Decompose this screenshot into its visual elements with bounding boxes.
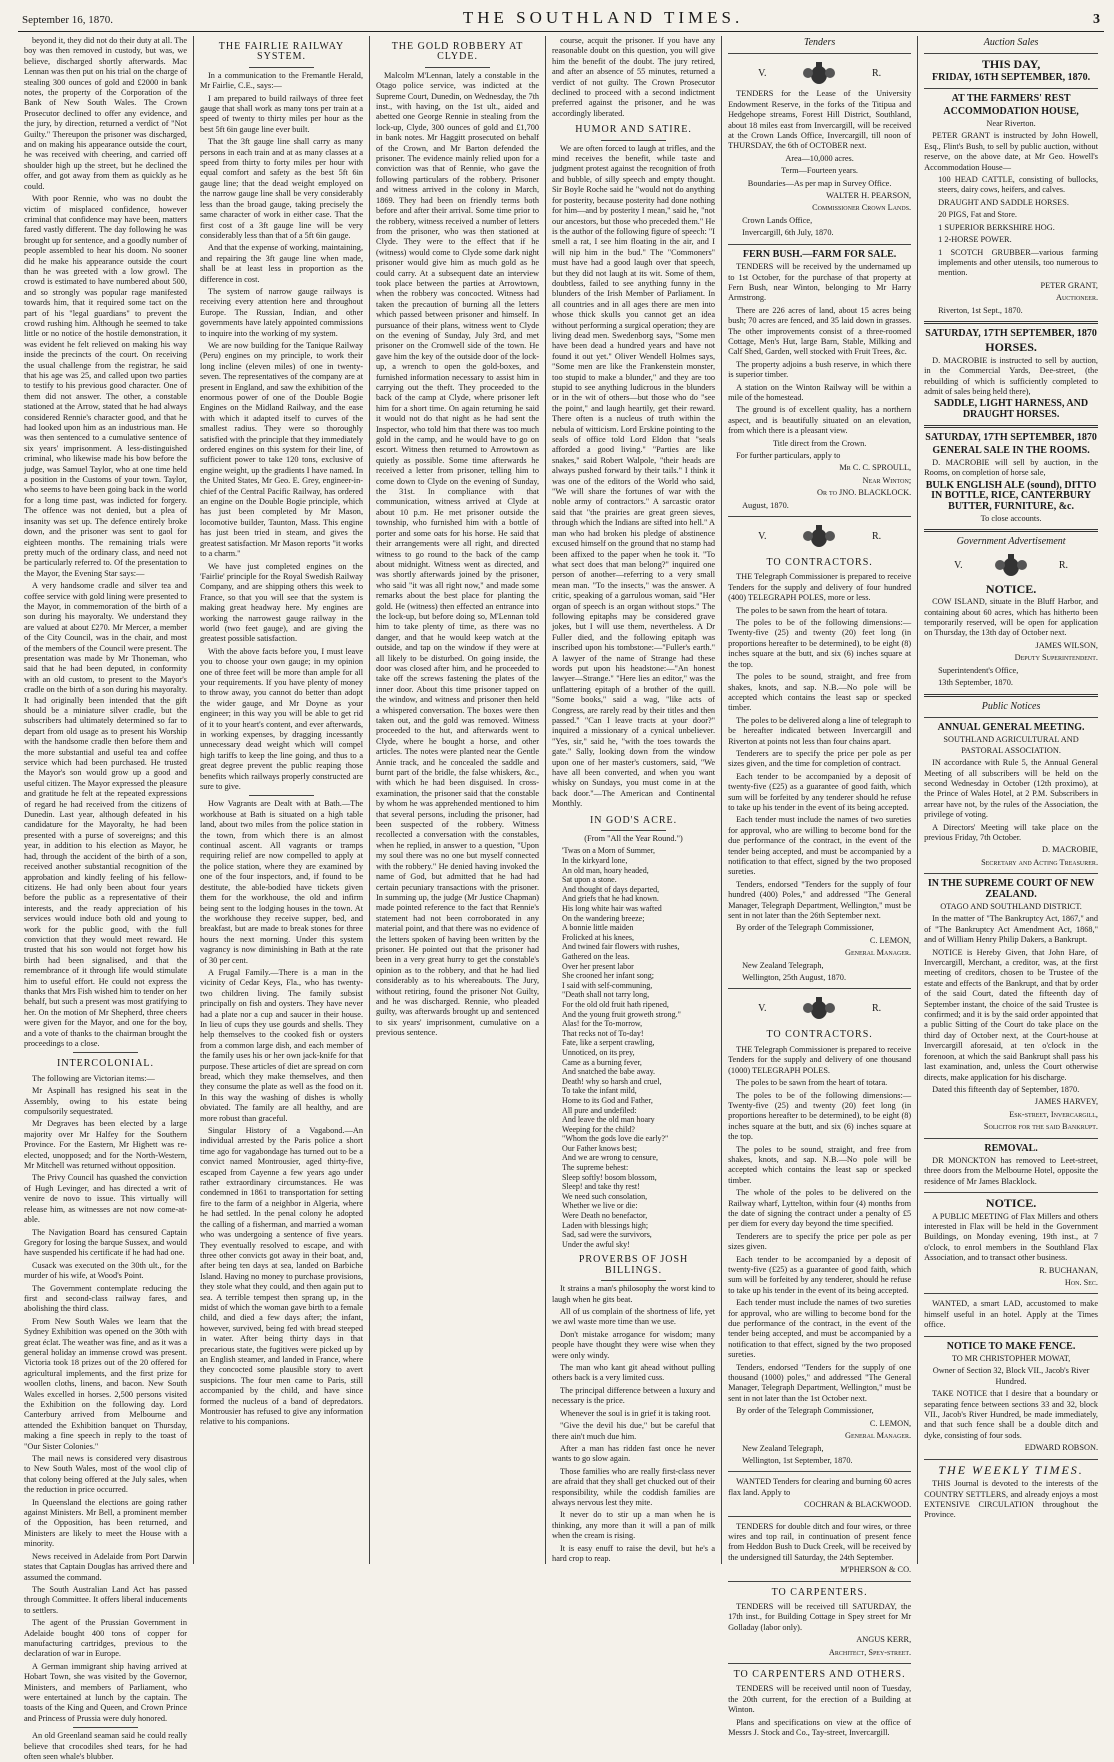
poem-line: In the kirkyard lone, [562,856,628,866]
ad-signature: General Manager. [844,948,912,958]
ad-signature: General Manager. [844,1431,912,1441]
ad-heading: NOTICE. [985,581,1037,596]
divider [728,988,911,989]
ad-text: The whole of the poles to be delivered on the Railway wharf, Lyttelton, within four (4) months from the date of signing the contract under a penalty of £5 per diem for every day beyond the time specified. [728,1188,912,1229]
divider [728,1663,911,1664]
divider [73,1052,138,1053]
article-text: From New South Wales we learn that the Sydney Exhibition was opened on the 30th with great éclat. The weather was fine, and as it was a general holiday an immense crowd was present. Victoria took 18 prizes out of the 20 offered for agricultural implements, and the first prize for woollen cloths, linens, and bacon. New South Wales excelled in horses. 2,500 persons visited the Exhibition on the following day. Lord Canterbury arrived from Melbourne and attended the Exhibition banquet on Thursday, making a fine speech in reply to the toast of "Our Sister Colonies." [24,1316,188,1451]
article-text: In a communication to the Fremantle Herald, Mr Fairlie, C.E., says:— [200,70,364,91]
poem-line: The supreme behest: [562,1163,629,1173]
divider [73,1727,138,1728]
poem-line: And twined fair flowers with rushes, [562,942,680,952]
ad-text: Invercargill, 6th July, 1870. [742,228,834,238]
article-text: The Navigation Board has censured Captain Gregory for losing the barque Sussex, and would have suspended his certificate if he had had one. [24,1227,188,1258]
divider [728,244,911,245]
article-text: A German immigrant ship having arrived at Hobart Town, she was visited by the Governor, Ministers, and members of Parliament, who were entertained at lunch by the captain. The toasts of the King and Queen, and Crown Prince and Princess of Prussia were duly honored. [24,1661,188,1723]
divider [728,1581,911,1582]
ad-heading: THE WEEKLY TIMES. [938,1462,1084,1477]
article-text: The following are Victorian items:— [32,1073,155,1083]
section-heading: Auction Sales [983,37,1039,48]
article-text: beyond it, they did not do their duty at all. The boy was then removed in custody, but was, we believe, discharged shortly afterwards. Mac Lennan was then put on his trial on the charge of stealing 300 ounces of gold and £2000 in bank notes, the property of the Corporation of the Bank of New South Wales. The Crown Prosecutor declined to offer any evidence, and the jury, by direction, returned a verdict of "Not Guilty." Thereupon the prisoner was discharged, and on making his appearance outside the court, he was received with cheering, and carried off shoulder high up the street, but he declined the offer, and got away from them as quickly as he could. [24,36,188,191]
divider [924,321,1098,324]
ad-text: A PUBLIC MEETING of Flax Millers and others interested in Flax will be held in the Government Buildings, on Monday evening, 19th inst., at 7 o'clock, to enrol members in the Southland Flax Association, and to transact other business. [924,1211,1099,1263]
royal-crest [728,522,911,552]
article-text: A Frugal Family.—There is a man in the vicinity of Cedar Keys, Fla., who has twenty-two children living. The family subsist principally on fish and oysters. They have never had a plate nor a cup and saucer in their house. In lieu of cups they use gourds and shells. They help themselves to the cooked fish or oysters from a common large dish, and each member of the family uses his or her own jack-knife for that purpose. These articles of diet are spread on corn bread, which they make themselves, and then they consume the plate as well as the food on it. In this way the washing of dishes is wholly obviated. The family are all healthy, and are more robust than graceful. [200,967,364,1123]
poem-line: On the wandering breeze; [562,913,645,923]
ad-text: TENDERS will be received until noon of Tuesday, the 20th current, for the erection of a Building at Winton. [728,1684,912,1715]
ad-text: The poles to be of the following dimensions:—Twenty-five (25) and twenty (20) feet long (in proportions hereafter to be determined), to be eight (8) inches square at the butt, and six (6) inches square at the top. [728,618,912,669]
ad-signature: ANGUS KERR, [856,1635,912,1645]
ad-text: TENDERS will be received till SATURDAY, the 17th inst., for Building Cottage in Spey street for Mr Golladay (labor only). [728,1601,912,1632]
ad-text: Near Riverton. [986,119,1036,129]
coat-of-arms-icon [799,524,839,550]
ad-signature: JAMES WILSON, [1035,640,1099,650]
ad-signature: Solicitor for the said Bankrupt. [983,1122,1099,1132]
divider [249,67,314,68]
crest-letter: R. [871,68,882,80]
ad-text: For further particulars, apply to [736,451,841,460]
divider [924,1192,1098,1193]
poem-line: And griefs that he had known. [562,894,659,904]
ad-text: August, 1870. [742,500,789,510]
divider [924,717,1098,718]
ad-heading: FRIDAY, 16TH SEPTEMBER, 1870. [931,71,1091,83]
article-text: It strains a man's philosophy the worst kind to laugh when he gits beat. [552,1284,716,1304]
ad-signature: Or to JNO. BLACKLOCK. [816,488,912,498]
ad-signature: Secretary and Acting Treasurer. [981,857,1099,867]
ad-text: THE Telegraph Commissioner is prepared to receive Tenders for the supply and delivery of one thousand (1000) TELEGRAPH POLES. [728,1044,912,1075]
article-text: Mr Aspinall has resigned his seat in the Assembly, owing to his estate being compulsorily sequestrated. [24,1086,188,1117]
ad-signature: COCHRAN & BLACKWOOD. [803,1500,912,1510]
ad-signature: Esk-street, Invercargill, [1009,1109,1099,1119]
section-heading: HUMOR AND SATIRE. [575,124,692,136]
poem-line: Unnoticed, on its prey, [562,1047,635,1057]
ad-text: TENDERS for double ditch and four wires, or three wires and top rail, in continuation of present fence from Heddon Bush to Duck Creek, will be received by the undersigned till Saturday, the 24th September. [728,1521,912,1562]
ad-signature: C. LEMON, [869,935,912,945]
divider [924,873,1098,874]
crest-letter: V. [954,559,963,571]
poem-line: Laden with blessings high; [562,1220,649,1230]
article-text: Don't mistake arrogance for wisdom; many people have thought they were wise when they were only windy. [552,1329,716,1360]
article-text: How Vagrants are Dealt with at Bath.—The workhouse at Bath is situated on a high table land, about two miles from the police station in the town, from which there is an almost continual ascent. All vagrants or tramps requiring relief are now compelled to apply at the police station, where they are examined by one of the four inspectors, and, if found to be destitute, the able-bodied have tickets given them for the workhouse, the old and infirm being sent to the lodging houses in the town. At the workhouse they receive supper, bed, and breakfast, but are made to break stones for three hours the next morning. Under this system vagrancy is now diminishing in Bath at the rate of 30 per cent. [200,799,364,965]
divider [425,67,490,68]
crest-letter: V. [758,68,767,80]
ad-text: By order of the Telegraph Commissioner, [736,1406,874,1416]
ad-signature: Hon. Sec. [1064,1278,1099,1287]
ad-text: COW ISLAND, situate in the Bluff Harbor, and containing about 60 acres, which has hitherto been temporarily reserved, will be open for application on Thursday, the 13th day of October next. [924,597,1099,638]
ad-signature: Architect, Spey-street. [828,1647,912,1657]
article-text: Cusack was executed on the 30th ult., for the murder of his wife, at Wood's Point. [24,1260,188,1281]
divider [728,1516,911,1517]
issue-date: September 16, 1870. [22,14,114,26]
ad-text: Each tender must include the names of two sureties for approval, who are willing to become bond for the due performance of the contract, in the event of the tender being accepted, and must be accompanied by a notification to that effect, signed by the two proposed sureties. [728,815,912,877]
crest-letter: R. [871,1003,882,1015]
poem-line: And thought of days departed, [562,884,660,894]
poem-line: "Death shall not tarry long, [562,990,650,1000]
royal-crest [728,59,911,89]
divider [924,1336,1098,1337]
article-text: That the 3ft gauge line shall carry as many persons in each train and at as many classes at a speed from thirty to forty miles per hour with equal comfort and safety as the best 5ft 6in gauge line; that the dead weight employed on the narrow gauge line shall be very considerably less than the broad gauge, taking precisely the same character of work in either case. That the first cost of a 3ft gauge line will be very considerably less than that of a 5ft 6in gauge. [200,137,364,240]
ad-heading: IN THE SUPREME COURT OF NEW ZEALAND. [927,878,1095,900]
ad-heading: REMOVAL. [984,1142,1038,1154]
divider [924,529,1098,532]
auction-item: DRAUGHT AND SADDLE HORSES. [938,197,1069,207]
poem-source: (From "All the Year Round.") [584,834,683,844]
article-text: And that the expense of working, maintaining, and repairing the 3ft gauge line when made, shall be at least less in proportion as the difference in cost. [200,243,364,284]
ad-heading: NOTICE. [985,1196,1037,1211]
divider [728,53,911,54]
divider [601,140,666,141]
coat-of-arms-icon [799,61,839,87]
ad-heading: HORSES. [985,340,1037,355]
ad-text: Each tender to be accompanied by a deposit of twenty-five (£25) as a guarantee of good faith, which sum will be forfeited by any tenderer should he refuse to take up his tender in the event of its being accepted. [728,771,912,812]
auction-item: 100 HEAD CATTLE, consisting of bullocks, steers, dairy cows, heifers, and calves. [938,175,1099,195]
ad-text: D. MACROBIE will sell by auction, in the Rooms, on completion of horse sale, [924,458,1099,478]
ad-signature: EDWARD ROBSON. [1024,1443,1099,1453]
ad-text: New Zealand Telegraph, [742,1443,824,1453]
ad-text: The poles to be sound, straight, and free from shakes, knots, and sap. N.B.—No pole will be accepted which contains the least sap or specked timber. [728,672,912,713]
poem-line: And the young fruit groweth strong." [562,1009,681,1019]
article-text: Those families who are really first-class never are afraid that they shall get chucked out of their responsibility, while the coddish families are always nervous lest they mite. [552,1466,716,1507]
ad-text: WANTED Tenders for clearing and burning 60 acres flax land. Apply to [728,1477,912,1497]
ad-text: Wellington, 25th August, 1870. [742,973,847,983]
ad-text: New Zealand Telegraph, [742,960,824,970]
ad-text: Tenders, endorsed "Tenders for the supply of one thousand (1000) poles," and addressed "The General Manager, Telegraph Department, Wellington," must be sent in not later than the 1st October next. [728,1362,912,1403]
article-text: We are often forced to laugh at trifles, and the mind receives the benefit, while taste and judgment protest against the recognition of froth and bubble, of silly speech and empty thought. Sir Boyle Roche said he "would not do anything for posterity, because posterity had done nothing for him—and by posterity I mean," said he, "not our ancestors, but those who preceded them." He is the author of the following figure of speech: "I smell a rat, I see him floating in the air, and I will nip him in the bud." The "Commoners" must have had a good laugh over that speech, but they did not laugh at its wit. Some of them, doubtless, failed to see anything funny in the blunders of the Irish Member of Parliament. In all countries and in all ages there are men into whose thick skulls you cannot get an idea without performing a surgical operation; they are living dead men. Swedenborg says, "Some men have been dead a hundred years and have not found it out yet." Oliver Wendell Holmes says, "Some men are like the Frankenstein monster, too stupid to make a blunder," and they are too stupid to see anything ludicrous in the blunders or in the wit of others—but those who do "see the point," and laugh heartily, get their reward. There often is a nucleus of truth within the nebula of witticism. Lord Erskine pointing to the seals of office told Lord Eldon that "seals afforded a good living." "Parties are like snakes," said Robert Walpole, "their heads are always pushed forward by their tails." I think it was one of the editors of the World who said, "We will share the fortunes of war with the noble army of contractors." A sarcastic orator said that "the prairies are great green sieves, through which the Indians are sifted into hell." A man who had broken his pledge of abstinence excused himself on the ground that no stamp had been affixed to the paper when he took it. "To what sect does that man belong?" inquired one person of another—referring to a very small mean man. "To the insects," was the answer. A critic, speaking of a garrulous woman, said "Her organ of speech is an organ without stops." The following epitaphs may be considered grave jokes, but I will use them, nevertheless. A Dr Fuller died, and the following epitaph was inscribed upon his tombstone:—"Fuller's earth." A lawyer of the name of Strange had these words put upon his headstone:—"An honest lawyer—Strange." "Here lies an editor," was the unflattering epitaph of a brother of the quill. "Some books," said a wag, "like acts of Congress, are rarely read by their titles and then passed." "Can I leave tracts at your door?" inquired a missionary of a cynical unbeliever. "Yes, sir," said he, "with the toes towards the gate." Sally, looking down from the window upon one of her master's customers, said, "We have all been converted, and when you want whisky on Sundays, you must come in at the back door."—The American and Continental Monthly. [552,143,716,809]
column-1 [18,36,194,1761]
article-text: The Privy Council has quashed the conviction of Hugh Levinger, and has directed a writ of venire de novo to issue. This virtually will release him, as witnesses are not now come-at-able. [24,1173,188,1225]
article-text: It is easy enuff to raise the devil, but he's a hard crop to reap. [552,1543,716,1563]
ad-signature: Commissioner Crown Lands. [812,203,912,213]
crest-letter: R. [1058,559,1068,571]
ad-signature: M'PHERSON & CO. [840,1565,912,1575]
article-text: The Government contemplate reducing the first and second-class railway fares, and abolishing the third class. [24,1283,188,1314]
ad-heading: SADDLE, LIGHT HARNESS, AND DRAUGHT HORSES. [934,398,1089,420]
divider [924,53,1098,54]
ad-signature: R. BUCHANAN, [1039,1265,1099,1275]
ad-signature: Near Winton; [862,475,912,485]
ad-signature: Auctioneer. [1055,293,1099,303]
ad-heading: FERN BUSH.—FARM FOR SALE. [742,248,897,260]
ad-text: Term—Fourteen years. [781,166,859,176]
poem-line: Sleep softly! bosom blossom, [562,1172,657,1182]
article-text: An old Greenland seaman said he could really believe that crocodiles shed tears, for he had often seen whale's blubber. [24,1731,188,1761]
ad-text: TAKE NOTICE that I desire that a boundary or separating fence between sections 33 and 32, block VII., Jacob's River Hundred, be made immediately, and that such fence shall be a double ditch and dyke, consisting of four sods. [924,1389,1099,1440]
poem-line: Weeping for the child? [562,1124,635,1134]
poem-line: Under the awful sky! [562,1239,630,1249]
ad-text: D. MACROBIE is instructed to sell by auction, in the Commercial Yards, Dee-street, (the rebuilding of which is sufficiently completed to admit of sales being held there), [924,355,1099,396]
article-text: We have just completed engines on the 'Fairlie' principle for the Royal Swedish Railway Company, and are shipping others this week to France, so that you will see that the system is making great headway here. My engines are working the narrowest gauge railway in the world (two feet gauge), and are giving the greatest possible satisfaction. [200,561,364,644]
ad-text: OTAGO AND SOUTHLAND DISTRICT. [940,902,1082,911]
ad-signature: Deputy Superintendent. [1014,653,1099,663]
article-text: With poor Rennie, who was no doubt the victim of misplaced confidence, however criminal that confidence may have been, matters fared vastly different. The day following he was brought up for sentence, and a goodly number of people assembled to hear his doom. No sooner did he make his appearance outside the court than he was greeted with a low growl. The crowd is estimated to have numbered about 500, and so strongly was popular rage manifested towards him, that it required some tact on the part of his "legal guardians" to prevent the crowd rushing him. Although he seemed to take little or no notice of the hostile demonstration, it was evident he felt relieved on making his way inside the precincts of the court. On receiving the usual challenge from the registrar, he said that his age was 25, and called upon two parties to testify to his previous good character. One of them did not answer. The other, a constable stationed at the Arrow, stated that he had always considered Rennie's character good, and that he had looked upon him as an industrious man. He was then sentenced to a cumulative sentence of six years' imprisonment. A less-distinguished criminal, who likewise made his bow before the judge, was Samuel Taylor, who at one time held a position in the Customs of your town. Taylor, who seems to have been going back in the world for a long time past, was indicted for forgery. The offence was not denied, but a plea of insanity was set up. The defence entirely broke down, and the prisoner was sent to gaol for eighteen months. The remaining trials were pretty much of the ordinary class, and need not be particularly referred to. Of the presentation to the Mayor, the Evening Star says:— [24,194,188,578]
divider [249,795,314,796]
poem-line: That recks not of To-day! [562,1028,644,1038]
article-text: "Give the devil his due," but be careful that there ain't much due him. [552,1421,716,1441]
ad-text: The poles to be delivered along a line of telegraph to be hereafter indicated between Invercargill and Riverton at points not less than four chains apart. [728,715,912,746]
ad-text: TENDERS will be received by the undernamed up to 1st October, for the purchase of that property at Fern Bush, near Winton, belonging to Mr Harry Armstrong. [728,262,912,303]
section-heading: PROVERBS OF JOSH BILLINGS. [578,1254,689,1276]
auction-item: 1 SCOTCH GRUBBER—various farming implements and other utensils, too numerous to mention. [938,247,1099,278]
ad-text: Tenderers are to specify the price per pole as per sizes given. [728,1231,912,1252]
poem-line: Were Death no benefactor, [562,1211,648,1221]
ad-heading: ANNUAL GENERAL MEETING. [937,721,1085,733]
divider [924,694,1098,697]
article-text: course, acquit the prisoner. If you have any reasonable doubt on this question, you will give him the benefit of the doubt. The jury retired, and after an absence of 55 minutes, returned a verdict of not guilty. The Crown Prosecutor declined to proceed with a second indictment preferred against the prisoner, and he was accordingly liberated. [552,36,716,118]
poem-line: And snatched the babe away. [562,1067,656,1077]
ad-heading: GENERAL SALE IN THE ROOMS. [932,444,1090,456]
ad-text: Area—10,000 acres. [785,153,854,163]
poem-line: Our Father knows best; [562,1143,637,1153]
auction-item: 1 SUPERIOR BERKSHIRE HOG. [938,222,1055,232]
columns [18,36,1104,1761]
ad-signature: JAMES HARVEY, [1034,1097,1099,1107]
poem-line: She crooned her infant song; [562,971,655,981]
poem-line: An old man, hoary headed, [562,865,649,875]
ad-text: Tenders, endorsed "Tenders for the supply of four hundred (400) Poles," and addressed "The General Manager, Telegraph Department, Wellington," must be sent in not later than the 26th September next. [728,879,912,921]
ad-heading: NOTICE TO MAKE FENCE. [946,1340,1076,1352]
article-text: We are now building for the Tanique Railway (Peru) engines on my principle, to work their long incline (eleven miles) of one in twenty-seven. The representatives of the company are at present in England, and saw the exhibition of the enormous power of one of the Double Bogie Engines on the Midland Railway, and the ease with which it adapted itself to curves of the smallest radius. They were so thoroughly satisfied with the principle that they immediately ordered engines on this system for their line, of sufficient power to take 120 tons, exclusive of engine weight, up the gradients I have named. In the United States, Mr Geo. E. Grey, engineer-in-chief of the Central Pacific Railway, has ordered an engine on the Double Bogie principle, which has just been completed by Mr Mason, locomotive builder, Taunton, Mass. This engine has just been tried in steam, and gives the greatest satisfaction. Mr Mason reports "it works to a charm." [200,340,364,559]
column-4 [546,36,722,1564]
poem-line: 'Twas on a Morn of Summer, [562,846,656,856]
ad-text: TENDERS for the Lease of the University Endowment Reserve, in the forks of the Titipua and Hedgehope streams, Forest Hill District, Southland, about 18 miles east from Invercargill, will be received at the Crown Lands Office, Invercargill, till noon of THURSDAY, the 6th of OCTOBER next. [728,89,912,151]
poem-line: All pure and undefiled: [562,1105,637,1115]
poem-line: Over her present labor [562,961,634,971]
article-text: News received in Adelaide from Port Darwin states that Captain Douglas has arrived there and assumed the command. [24,1551,188,1582]
article-text: The agent of the Prussian Government in Adelaide bought 400 tons of copper for manufacturing cartridges, previous to the declaration of war in Europe. [24,1618,188,1659]
column-5 [722,36,918,1738]
ad-text: NOTICE is Hereby Given, that John Hare, of Invercargill, Merchant, a creditor, was, at the first meeting of creditors, chosen to be Trustee of the estate and effects of the Bankrupt, and that by order of the said Court, dated the fifteenth day of September instant, the choice of the said Trustee is confirmed; and it is by the said order appointed that a public Sitting of the Court do take place on the third day of October next, at the Court-house at Invercargill aforesaid, at ten o'clock in the forenoon, at which the said Bankrupt shall pass his last examination, and, unless the Court otherwise directs, make application for his discharge. [924,947,1099,1082]
ad-heading: BULK ENGLISH ALE (sound), DITTO IN BOTTLE, RICE, CANTERBURY BUTTER, FURNITURE, &c. [925,479,1097,512]
masthead [18,6,1104,32]
ad-signature: D. MACROBIE, [1042,845,1099,855]
divider [601,830,666,831]
divider [924,1293,1098,1294]
ad-text: Crown Lands Office, [742,215,813,225]
ad-text: In the matter of "The Bankruptcy Act, 1867," and of "The Bankruptcy Act Amendment Act, 1868," and of William Henry Philip Dakers, a Bankrupt. [924,914,1099,945]
ad-text: The property adjoins a bush reserve, in which there is superior timber. [728,359,912,380]
poem-line: Frolicked at his knees, [562,932,635,942]
newspaper-title: THE SOUTHLAND TIMES. [462,8,744,27]
section-heading: INTERCOLONIAL. [56,1058,155,1070]
article-text: Malcolm M'Lennan, lately a constable in the Otago police service, was indicted at the Supreme Court, Dunedin, on Wednesday, the 7th inst., with having, on the 1st ult., aided and abetted one George Rennie in stealing from the lock-up, Clyde, 300 ounces of gold and £1,700 in bank notes. Mr Haggitt prosecuted on behalf of the Crown, and Mr Barton defended the prisoner. The evidence mainly relied upon for a conviction was that of Rennie, who gave the following particulars of the robbery. Prisoner and witness arrived in the colony in March, 1869. They had been on friendly terms both before and after their arrival. Some time prior to the robbery, witness received a number of letters from the prisoner, who was then stationed at Clyde. They were to the effect that if he (witness) would come to Clyde some dark night prisoner would give him as much gold as he could carry. At a subsequent date an interview took place between the parties at Arrowtown, when the robbery was concocted. Witness had taken the precaution of burning all the letters which passed between prisoner and himself. In pursuance of their plans, witness went to Clyde on the evening of Sunday, July 3rd, and met prisoner on the Cromwell side of the town. He gave him the key of the outside door of the lock-up, a wrench to open the gold-boxes, and furnished information necessary to assist him in carrying out the theft. They proceeded to the back of the camp at Clyde, where prisoner left him for a short time. On again returning he said it would not do that night as he had sent the Inspector, who told him that there was too much gold in the camp, and he would have to go on escort. Witness then returned to Arrowtown as quietly as possible. Some time afterwards he received a letter from prisoner, telling him to come down to Clyde on the evening of Sunday, the 31st. In compliance with that communication, witness arrived at Clyde at about 10 p.m. He met prisoner outside the township, who furnished him with a bottle of porter and some oats for his horse. He said that their arrangements were all right, and directed witness to go round to the back of the camp about midnight. Witness went as directed, and was shortly afterwards joined by the prisoner, who said "it was all right now," and made some remarks about the best place for planting the gold. He (witness) then effected an entrance into the lock-up, but before doing so, M'Lennan told him to take plenty of time, as there was no danger, and that he would keep watch at the outside, and tap on the window if they were at all likely to be disturbed. On going inside, the door was closed after him, and he proceeded to take off the screws fastening the plates of the inner door. About this time prisoner tapped on the window, and witness and prisoner then held a whispered conversation. The boxes were then taken out, and the gold was removed. Witness proceeded to the hut, and afterwards went to Clyde, where he bought a horse, and other articles. The notes were planted near the Gentle Annie track, and he concealed the saddle and burnt part of the bridle, the false whiskers, &c., with which he had been disguised. In cross-examination, the prisoner said that the constable by whom he was apprehended mentioned to him that several persons, including the prisoner, had been suspected of the robbery. Witness recollected a conversation with the constables, when he replied, in answer to a question, "Upon my soul there was no one but myself connected with the robbery." He denied having invoked the name of God, but admitted that he had had certain pecuniary transactions with the prisoner. In summing up, the judge (Mr Justice Chapman) made pointed reference to the fact that Rennie's statement had not been corroborated in any material point, and that there was no evidence of the letters spoken of having been written by the prisoner. He pointed out that the prisoner had been in a very great hurry to get the constable's opinion as to the robbery, and that he had lied considerably as to his whereabouts. The Jury, without retiring, found the prisoner Not Guilty, and he was discharged. Rennie, who pleaded guilty, was afterwards brought up and sentenced to six years' imprisonment, cumulative on a previous sentence. [376,70,540,1038]
column-6 [918,36,1104,1564]
ad-heading: TO CARPENTERS. [771,1586,868,1598]
article-text: After a man has ridden fast once he never wants to go slow again. [552,1443,716,1464]
section-heading: IN GOD'S ACRE. [589,814,678,826]
divider [728,1471,911,1472]
section-heading: Public Notices [981,700,1041,712]
ad-text: The poles to be of the following dimensions:—Twenty-five (25) and twenty (20) feet long (in proportions hereafter to be determined), to be eight (8) inches square at the butt, and six (6) inches square at the top. [728,1090,912,1142]
ad-text: Riverton, 1st Sept., 1870. [938,305,1023,315]
article-text: The mail news is considered very disastrous to New South Wales, most of the wool clip of that colony being offered at the July sales, when the reduction in price occurred. [24,1454,188,1495]
ad-text: Each tender must include the names of two sureties for approval, who are willing to become bond for the due performance of the contract, in the event of the tender being accepted, and must be accompanied by a notification to that effect, signed by the two proposed sureties. [728,1298,912,1360]
ad-text: THE Telegraph Commissioner is prepared to receive Tenders for the supply and delivery of four hundred (400) TELEGRAPH POLES, more or less. [728,572,912,603]
ad-text: The poles to be sawn from the heart of totara. [736,1078,888,1088]
divider [924,425,1098,428]
royal-crest [924,551,1098,581]
section-heading: THE FAIRLIE RAILWAY SYSTEM. [218,41,345,63]
section-heading: Tenders [803,37,836,48]
article-text: The system of narrow gauge railways is receiving every attention here and throughout Europe. The Russian, Indian, and other governments have lately appointed commissions to inquire into the working of my system. [200,286,364,338]
ad-text: IN accordance with Rule 5, the Annual General Meeting of all subscribers will be held on the second Wednesday in October (12th proximo), at the Prince of Wales Hotel, at 2 P.M. Subscribers in arrear have not, by the rules of the Association, the privilege of voting. [924,758,1099,820]
poem-line: Whether we live or die: [562,1201,638,1211]
crest-letter: V. [758,530,767,542]
ad-heading: TO CARPENTERS AND OTHERS. [733,1669,906,1680]
ad-text: Superintendent's Office, [938,665,1019,675]
divider [601,1280,666,1281]
divider [924,88,1098,89]
ad-heading: AT THE FARMERS' REST [951,93,1071,105]
ad-text: By order of the Telegraph Commissioner, [736,923,874,933]
crest-letter: R. [871,530,882,542]
divider [924,1138,1098,1139]
ad-text: Each tender to be accompanied by a deposit of twenty-five (£25) as a guarantee of good faith, which sum will be forfeited by any tenderer, should he refuse to take up his tender in the event of its being accepted. [728,1254,912,1295]
ad-text: Tenderers are to specify the price per pole as per sizes given, and the time for completion of contract. [728,748,912,769]
ad-text: Title direct from the Crown. [772,438,867,448]
ad-text: Wellington, 1st September, 1870. [742,1455,853,1465]
article-text: With the above facts before you, I must leave you to choose your own gauge; in my opinion one of three feet will be more than ample for all your requirements. If you have plenty of money to throw away, you cannot do better than adopt the wider gauge, and Mr Doyne as your engineer; in this way you will be able to get rid of it to your heart's content, and ever afterwards, in working expenses, by dragging incessantly unnecessary dead weight which will compel high tariffs to keep the line going, and thus to a great degree prevent the public reaping those benefits which railways properly constructed are sure to give. [200,646,364,792]
poem-line: A bonnie little maiden [562,923,634,933]
poem-line: Came as a burning fever, [562,1057,642,1067]
section-heading: THE GOLD ROBBERY AT CLYDE. [391,41,524,63]
ad-heading: ACCOMMODATION HOUSE, [943,105,1079,117]
poem-line: We need such consolation, [562,1191,648,1201]
ad-text: The poles to be sawn from the heart of totara. [736,605,888,615]
ad-heading: TO CONTRACTORS. [766,1029,873,1041]
column-2 [194,36,370,1564]
poem-line: Sat upon a stone. [562,875,617,885]
ad-signature: C. LEMON, [869,1418,912,1428]
page-number: 3 [1092,12,1100,27]
ad-signature: WALTER H. PEARSON, [826,191,912,201]
ad-text: The poles to be sound, straight, and free from shakes, knots, and sap. N.B.—No pole will be accepted which contains the least sap or specked timber. [728,1144,912,1185]
ad-text: SOUTHLAND AGRICULTURAL AND PASTORAL ASSOCIATION. [943,735,1079,755]
article-text: Singular History of a Vagabond.—An individual arrested by the Paris police a short time ago for vagabondage has turned out to be a convict named Montrousier, aged thirty-five, escaped from Cayenne a few years ago under rather extraordinary circumstances. He was condemned in 1861 to transportation for setting fire to the farm of a neighbor in Algeria, where he had settled. In the penal colony he adopted the calling of a fisherman, and married a woman who was undergoing a sentence of five years. They eventually resolved to escape, and with three other convicts got away in their boat, and, after being ten days at sea, landed on Barbiche Island. Having no money to purchase provisions, they stole what they could, and then again put to sea. A terrible tempest then sprang up, in the midst of which the woman gave birth to a female child, and died a few days after; the infant, however, survived, being fed with bread steeped in water. After being thirty days in that precarious state, the fugitives were picked up by an English steamer, and landed in France, where they concocted some plausible story to avert suspicions. The four men came to Paris, still accompanied by the child, and have since formed the nucleus of a band of depredators. Montrousier has refused to give any information relative to his companions. [200,1126,364,1427]
article-text: I am prepared to build railways of three feet gauge that shall work as many tons per train at a speed of twenty to thirty miles per hour as the best 5ft 6in gauge line ever built. [200,93,364,134]
poem-line: And leave the old man hoary [562,1115,655,1125]
ad-text: PETER GRANT is instructed by John Howell, Esq., Flint's Bush, to sell by public auction, without reserve, on the above date, at Mr Geo. Howell's Accommodation House— [924,131,1099,172]
poem-line: Death! why so harsh and cruel, [562,1076,662,1086]
article-text: In Queensland the elections are going rather against Ministers. Mr Bell, a prominent member of the Opposition, has been returned, and Ministers are likely to meet the House with a minority. [24,1497,188,1549]
royal-crest [728,994,911,1024]
article-text: Whenever the soul is in grief it is taking root. [560,1408,711,1418]
poem-line: I said with self-communing, [562,980,653,990]
poem-line: To take the infant mild, [562,1086,637,1096]
ad-text: Dated this fifteenth day of September, 1870. [932,1084,1080,1094]
ad-text: A Directors' Meeting will take place on the previous Friday, 7th October. [924,822,1099,842]
auction-item: 1 2-HORSE POWER. [938,235,1012,245]
poem-line: Home to its God and Father, [562,1095,653,1105]
poem-line: Alas! for the To-morrow, [562,1019,643,1029]
article-text: The South Australian Land Act has passed through Committee. It offers liberal inducements to settlers. [24,1584,188,1615]
coat-of-arms-icon [799,996,839,1022]
article-text: It never do to stir up a man when he is thinking, any more than it will a pan of milk when the cream is rising. [552,1510,716,1541]
poem-line: For the old old fruit hath ripened, [562,999,669,1009]
ad-text: A station on the Winton Railway will be within a mile of the homestead. [728,382,912,402]
poem-line: Sleep! and take thy rest! [562,1182,640,1192]
ad-heading: SATURDAY, 17TH SEPTEMBER, 1870 [925,327,1097,339]
column-3 [370,36,546,1564]
poem-line: And we are wrong to censure, [562,1153,659,1163]
divider [924,1459,1098,1460]
article-text: The man who kant git ahead without pulling others back is a very limited cuss. [552,1363,716,1383]
ad-text: Boundaries—As per map in Survey Office. [747,178,892,188]
ad-text: Owner of Section 32, Block VII., Jacob's River Hundred. [932,1366,1090,1386]
article-text: A very handsome cradle and silver tea and coffee service with gold lining were presented to the Mayor, in commemoration of the birth of a son during his mayoralty. We understand they are valued at about £270. Mr Mercer, a member of the City Council, was in the chair, and most of the members of the Council were present. The presentation was made by Mr Thoneman, who said that he had been deputed, in conformity with an old custom, to present to the Mayor's cradle on the birth of a son during his mayoralty. It had originally been intended that the gift should be a miniature silver cradle, but the subscribers had ultimately determined so far to depart from old usage as to present his Worship with the handsome cradle then before them and the more substantial and useful tea and coffee service which had been purchased. He trusted the Mayor's son would grow up a good and useful citizen. The Mayor expressed the pleasure and gratitude he felt at the repeated expressions of regard he had received from the citizens of Dunedin. Last year, although defeated in his candidature for the Mayoralty, he had been presented with a purse of sovereigns; and this year, in addition to his election as Mayor, he had, through the accident of the birth of a son, received another substantial recognition of the approbation and kindly feeling of his fellow-citizens. He had only been about four years before the public as a representative of their interests, and the ready appreciation of his services would induce both old and young to work for the public good, with the full conviction that they would meet reward. He trusted that his son would not forget how his birth had been signalised, and that the remembrance of it through life would stimulate him to useful effort. He could not express the thanks that Mrs Fish wished him to tender on her behalf, but such a present was most gratifying to her. On the motion of Mr Shepherd, three cheers were given for the Mayor, and one for the boy, and a vote of thanks to the chairman brought the proceedings to a close. [24,581,188,1048]
section-heading: Government Advertisement [956,536,1066,548]
ad-text: THIS Journal is devoted to the interests of the COUNTRY SETTLERS, and already enjoys a most EXTENSIVE CIRCULATION throughout the Province. [924,1479,1099,1520]
ad-text: Plans and specifications on view at the office of Messrs J. Stock and Co., Tay-street, Invercargill. [728,1717,912,1738]
coat-of-arms-icon [991,553,1031,579]
ad-text: TO MR CHRISTOPHER MOWAT, [951,1354,1071,1364]
poem-line: "Whom the gods love die early?" [562,1134,669,1144]
poem-line: Fate, like a serpent crawling, [562,1038,655,1048]
poem-line: His long white hair was wafted [562,904,662,914]
ad-text: 13th September, 1870. [938,678,1013,688]
ad-text: DR MONCKTON has removed to Leet-street, three doors from the Melbourne Hotel, opposite the residence of Mr James Blacklock. [924,1155,1099,1186]
ad-text: To close accounts. [980,514,1042,524]
ad-text: The ground is of excellent quality, has a northern aspect, and is beautifully situated on an elevation, from which there is a pleasant view. [728,405,912,436]
article-text: All of us complain of the shortness of life, yet we awl waste more time than we use. [552,1307,716,1327]
poem-line: Sad, sad were the survivors, [562,1230,652,1240]
ad-signature: PETER GRANT, [1040,280,1099,290]
article-text: Mr Degraves has been elected by a large majority over Mr Halfey for the Southern Province. For the Eastern, Mr Highett was re-elected, unopposed; and for the North-Western, Mr Mitchell was returned without opposition. [24,1119,188,1171]
ad-signature: Mr C. C. SPROULL, [839,463,912,473]
ad-text: There are 226 acres of land, about 15 acres being bush; 70 acres are fenced, and 35 laid down in grasses. The other improvements consist of a three-roomed Cottage, Men's Hut, large Barn, Stable, Milking and Calf Shed, Garden, well stocked with Fruit Trees, &c. [728,305,912,357]
ad-heading: SATURDAY, 17TH SEPTEMBER, 1870 [925,432,1097,444]
poem [552,846,715,1249]
ad-heading: THIS DAY, [981,57,1041,72]
auction-item: 20 PIGS, Fat and Store. [938,210,1017,220]
ad-text: WANTED, a smart LAD, accustomed to make himself useful in an hotel. Apply at the Times office. [924,1299,1099,1330]
crest-letter: V. [758,1003,767,1015]
auction-items [924,175,1098,279]
ad-heading: TO CONTRACTORS. [766,557,873,569]
divider [728,516,911,517]
poem-line: Gathered on the leas. [562,952,630,961]
article-text: The principal difference between a luxury and necessary is the price. [552,1385,716,1406]
